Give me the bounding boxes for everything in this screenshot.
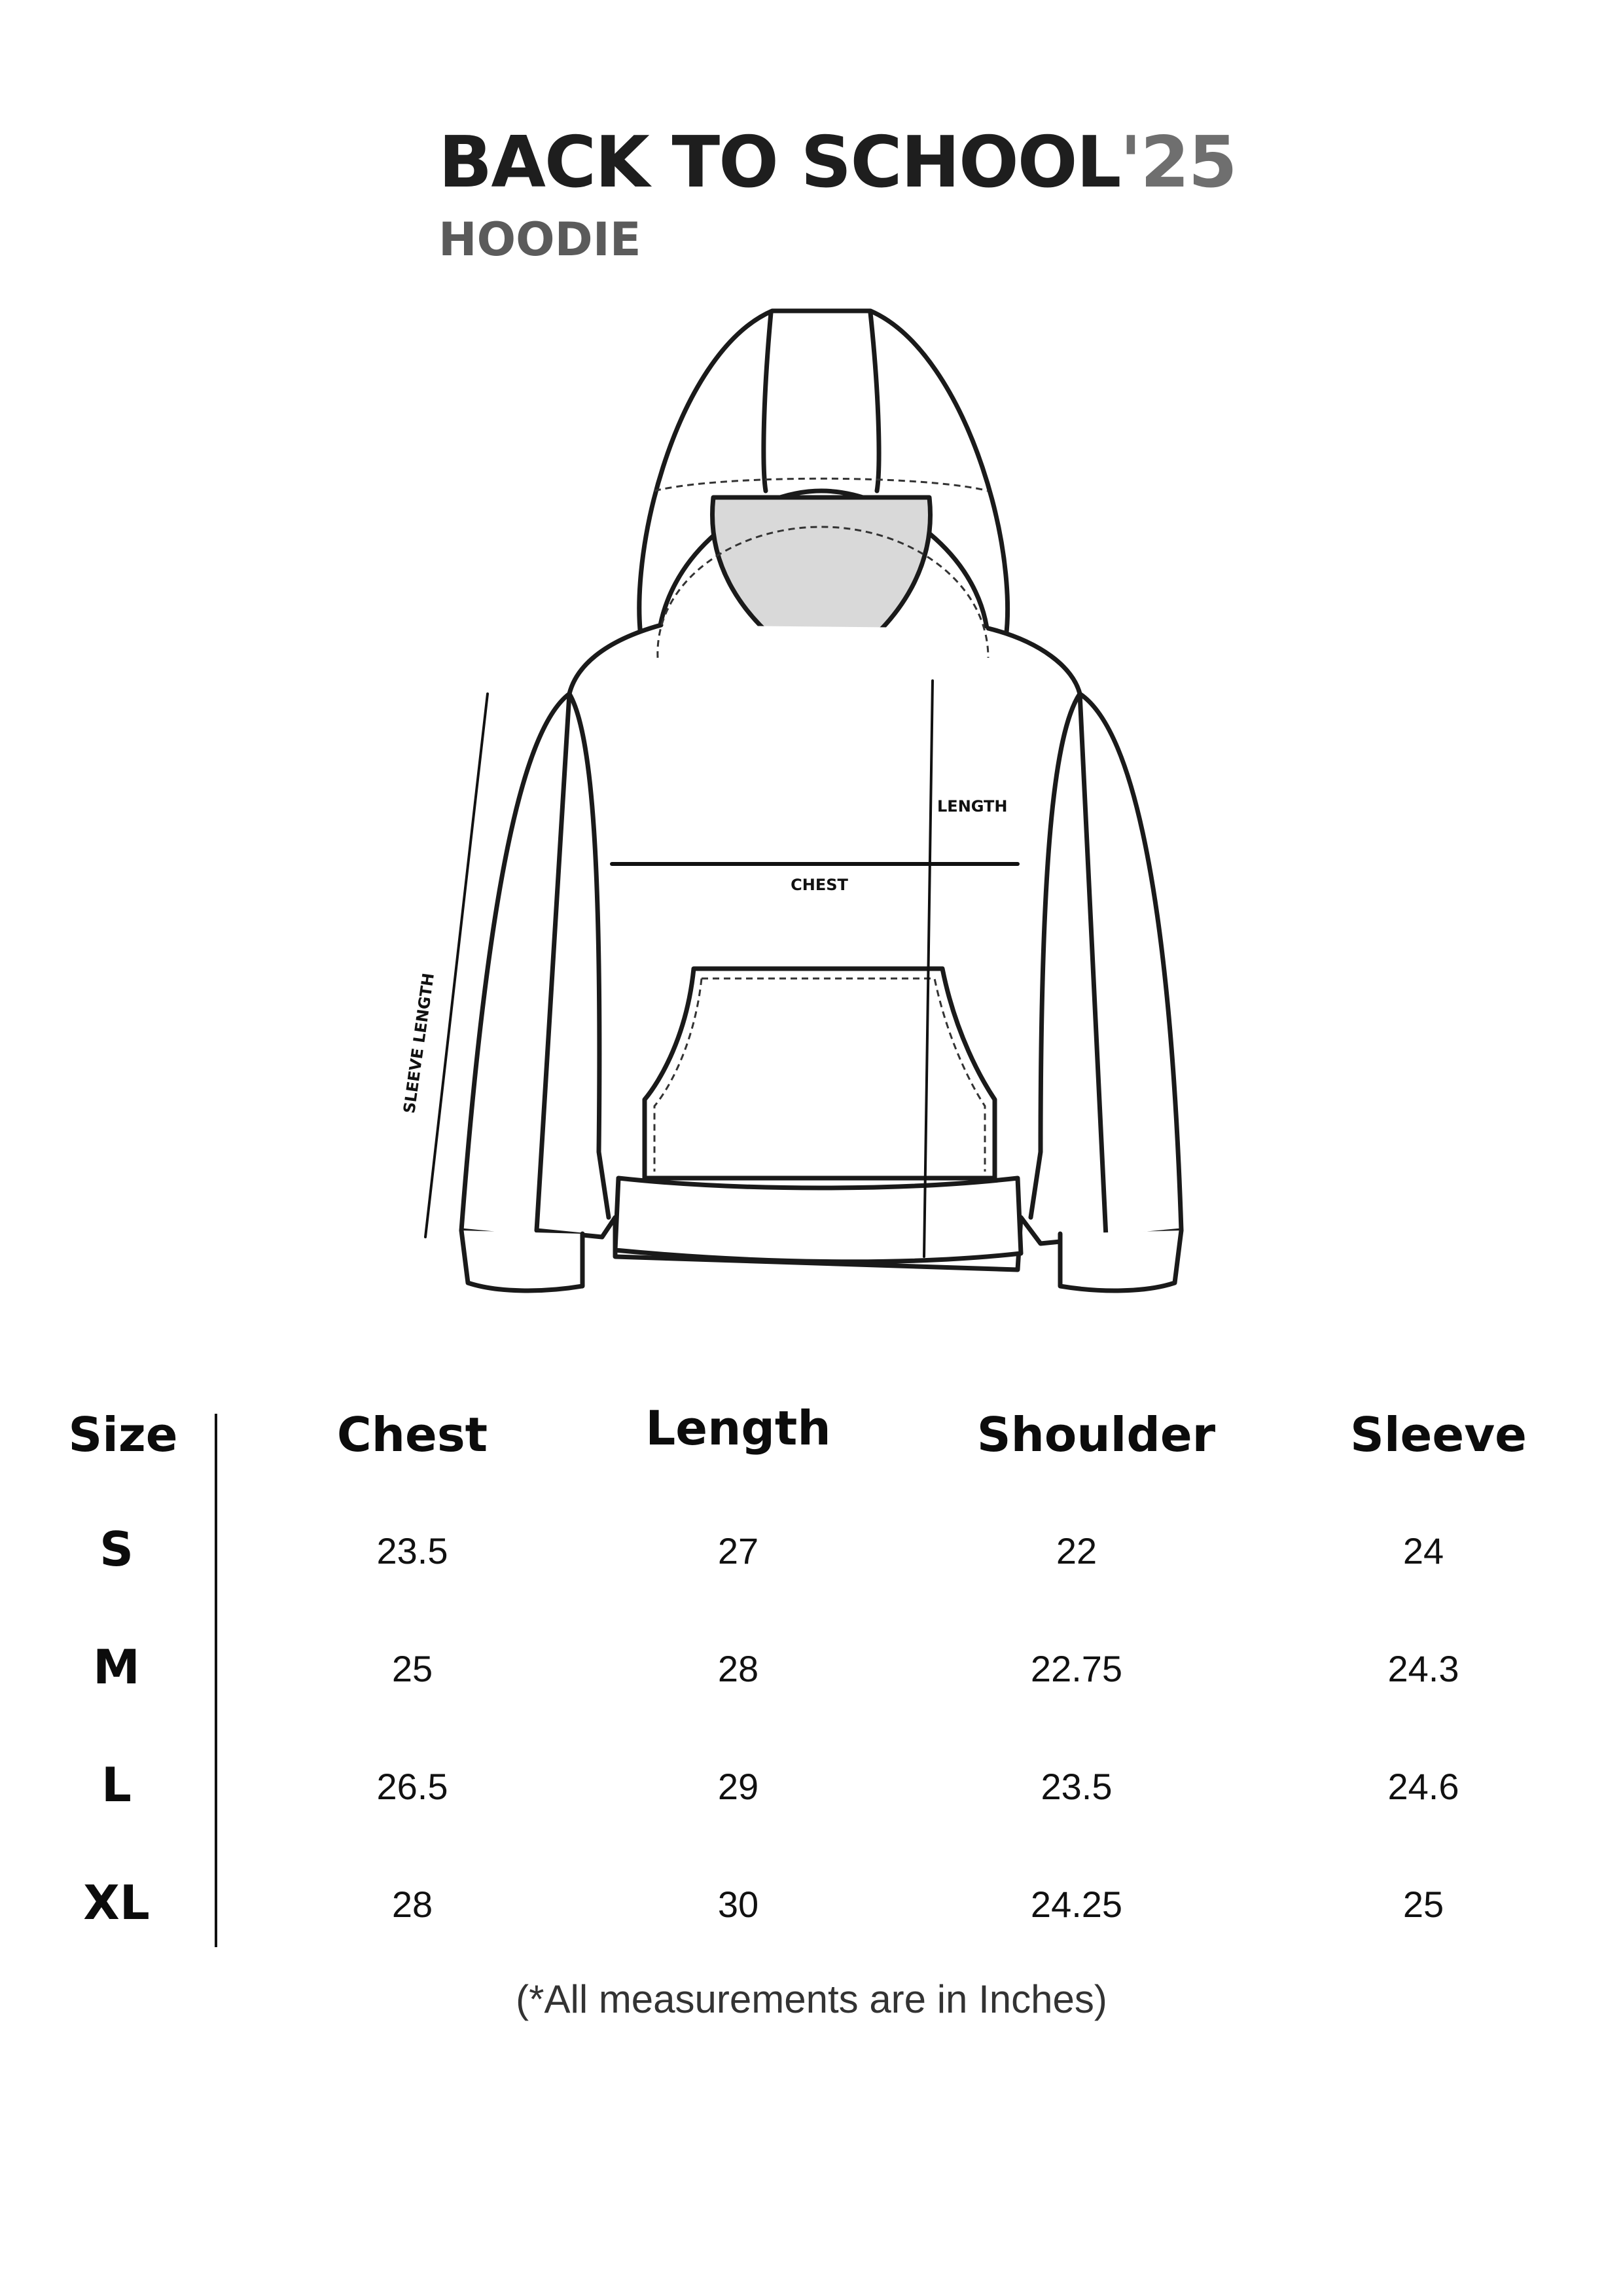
- size-chart-table: [0, 1374, 1623, 1964]
- sleeve-length-label: SLEEVE LENGTH: [400, 971, 438, 1115]
- row-xl-shoulder: 24.25: [1030, 1884, 1123, 1925]
- row-l-sleeve: 24.6: [1387, 1766, 1459, 1807]
- length-label: LENGTH: [937, 797, 1008, 816]
- kangaroo-pocket: [645, 969, 995, 1178]
- sleeve-measure-line: [425, 694, 488, 1237]
- page-title: [438, 122, 1236, 204]
- row-l-chest: 26.5: [376, 1766, 448, 1807]
- product-subtitle: HOODIE: [438, 213, 641, 266]
- title-text: BACK TO SCHOOL: [438, 122, 1120, 204]
- measurement-footnote: (*All measurements are in Inches): [516, 1977, 1107, 2021]
- hoodie-diagram: [0, 275, 1623, 1322]
- row-s-shoulder: 22: [1056, 1530, 1097, 1571]
- header-shoulder: Shoulder: [976, 1407, 1216, 1462]
- row-m-chest: 25: [391, 1648, 433, 1689]
- row-xl-chest: 28: [391, 1884, 433, 1925]
- row-m-sleeve: 24.3: [1387, 1648, 1459, 1689]
- row-size-s: S: [99, 1522, 134, 1577]
- header-chest: Chest: [336, 1407, 488, 1462]
- row-l-shoulder: 23.5: [1041, 1766, 1113, 1807]
- row-size-xl: XL: [83, 1875, 150, 1930]
- row-l-length: 29: [717, 1766, 759, 1807]
- row-xl-sleeve: 25: [1402, 1884, 1444, 1925]
- header-size: Size: [68, 1407, 178, 1462]
- chest-label: CHEST: [791, 876, 848, 894]
- right-cuff: [1060, 1230, 1181, 1291]
- left-cuff: [461, 1230, 582, 1291]
- row-size-l: L: [101, 1757, 132, 1812]
- title-year: '25: [1120, 122, 1236, 204]
- header: [438, 122, 1236, 266]
- row-xl-length: 30: [717, 1884, 759, 1925]
- row-s-chest: 23.5: [376, 1530, 448, 1571]
- row-m-shoulder: 22.75: [1030, 1648, 1123, 1689]
- row-size-m: M: [93, 1640, 140, 1695]
- header-sleeve: Sleeve: [1350, 1407, 1527, 1462]
- row-m-length: 28: [717, 1648, 759, 1689]
- hem-band: [615, 1178, 1021, 1262]
- row-s-sleeve: 24: [1402, 1530, 1444, 1571]
- header-length: Length: [645, 1401, 831, 1456]
- row-s-length: 27: [717, 1530, 759, 1571]
